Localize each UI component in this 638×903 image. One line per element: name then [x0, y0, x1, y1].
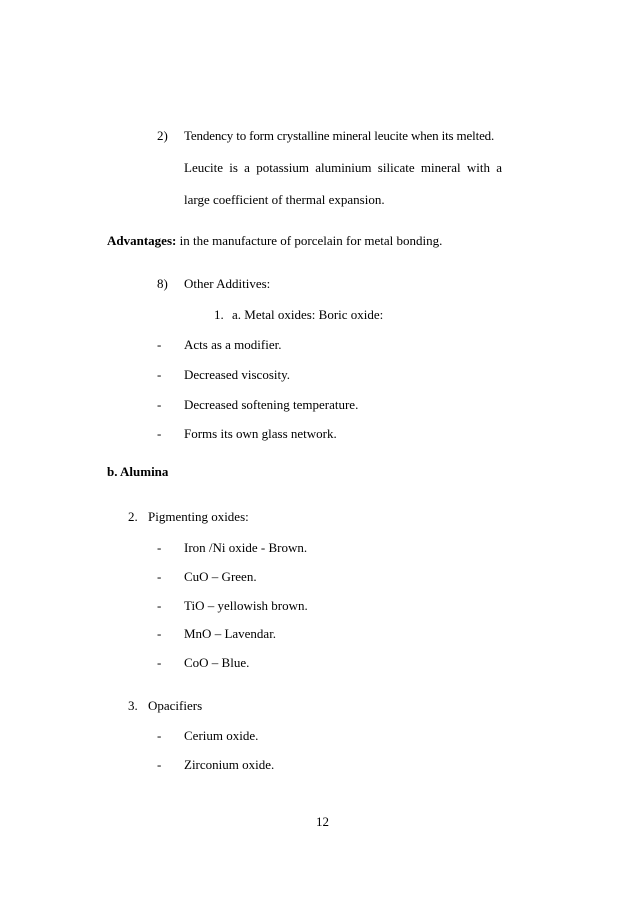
bullet-item: Acts as a modifier.: [184, 337, 282, 352]
bullet-item: CoO – Blue.: [184, 655, 250, 670]
bullet-dash: -: [157, 337, 162, 352]
advantages-text: in the manufacture of porcelain for metal bonding.: [176, 233, 443, 248]
paragraph-line: Leucite is a potassium aluminium silicate mineral with a: [184, 160, 502, 175]
bullet-item: CuO – Green.: [184, 569, 257, 584]
bullet-dash: -: [157, 757, 162, 772]
bullet-dash: -: [157, 655, 162, 670]
bullet-dash: -: [157, 728, 162, 743]
advantages-label: Advantages:: [107, 233, 177, 248]
bullet-item: Forms its own glass network.: [184, 426, 337, 441]
list-title: Pigmenting oxides:: [148, 509, 249, 524]
sub-list-number: 1.: [214, 307, 224, 322]
list-number: 2): [157, 128, 168, 143]
bullet-item: MnO – Lavendar.: [184, 626, 277, 641]
bullet-dash: -: [157, 397, 162, 412]
list-title: Other Additives:: [184, 276, 271, 291]
advantages-paragraph: [107, 234, 442, 247]
list-title: Opacifiers: [148, 698, 203, 713]
sub-list-title: a. Metal oxides: Boric oxide:: [232, 307, 384, 322]
bullet-item: TiO – yellowish brown.: [184, 598, 308, 613]
bullet-dash: -: [157, 367, 162, 382]
bullet-item: Decreased viscosity.: [184, 367, 291, 382]
page-number: 12: [316, 814, 329, 829]
bullet-dash: -: [157, 426, 162, 441]
bullet-dash: -: [157, 598, 162, 613]
paragraph-line: large coefficient of thermal expansion.: [184, 192, 385, 207]
list-number: 8): [157, 276, 168, 291]
section-heading: b. Alumina: [107, 464, 169, 479]
list-number: 3.: [128, 698, 138, 713]
bullet-item: Cerium oxide.: [184, 728, 259, 743]
bullet-dash: -: [157, 626, 162, 641]
bullet-item: Zirconium oxide.: [184, 757, 275, 772]
list-number: 2.: [128, 509, 138, 524]
paragraph-line: Tendency to form crystalline mineral leucite when its melted.: [184, 128, 495, 143]
bullet-item: Decreased softening temperature.: [184, 397, 359, 412]
bullet-item: Iron /Ni oxide - Brown.: [184, 540, 308, 555]
bullet-dash: -: [157, 569, 162, 584]
bullet-dash: -: [157, 540, 162, 555]
